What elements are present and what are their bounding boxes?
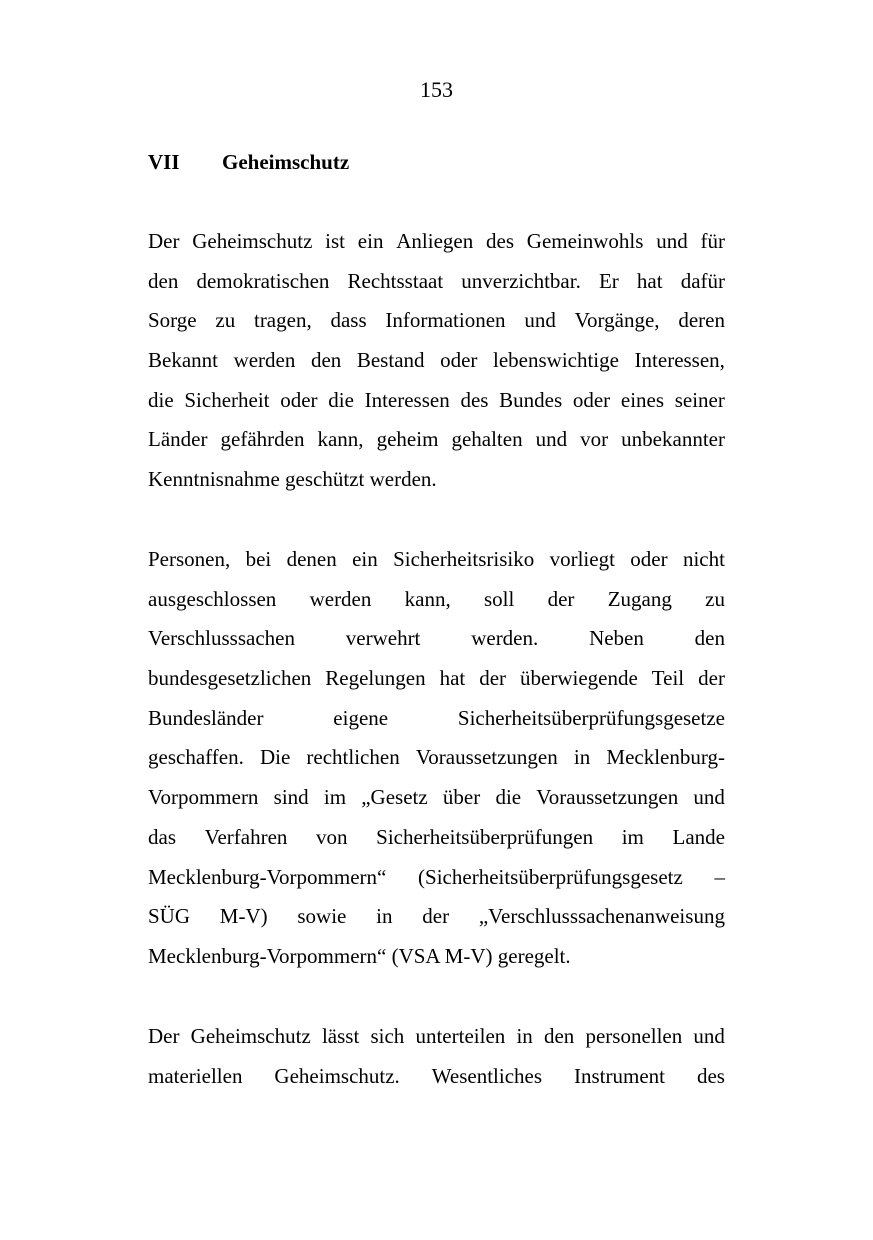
paragraph-line	[148, 699, 725, 739]
word: ausgeschlossen	[148, 586, 277, 611]
paragraph-line	[148, 1057, 725, 1097]
paragraph-line	[148, 1017, 725, 1057]
word: Interessen,	[634, 348, 725, 373]
word: nicht	[682, 547, 725, 571]
word: der	[547, 586, 575, 611]
word: deren	[678, 308, 725, 333]
word: des	[486, 229, 514, 253]
word: ein	[352, 547, 378, 571]
paragraph-line	[148, 897, 725, 937]
word: unterteilen	[415, 1024, 506, 1048]
word: Verschlusssachen	[148, 626, 295, 651]
word: vor	[580, 427, 609, 452]
word: den	[543, 1024, 575, 1048]
word: Der	[148, 229, 180, 253]
word: sich	[370, 1024, 405, 1048]
paragraph-line	[148, 540, 725, 580]
word: Die	[259, 745, 291, 770]
word: tragen,	[253, 308, 312, 333]
paragraph-line	[148, 580, 725, 620]
section-number: VII	[148, 150, 180, 174]
word: seiner	[674, 387, 725, 412]
word: der	[422, 904, 450, 929]
paragraph-line	[148, 818, 725, 858]
word: den	[310, 348, 342, 373]
paragraph-line	[148, 778, 725, 818]
word: lässt	[321, 1024, 360, 1048]
paragraph-2	[148, 540, 725, 977]
word: zu	[705, 586, 725, 611]
word: M-V)	[219, 904, 268, 929]
word: oder	[440, 348, 478, 373]
word: hat	[439, 666, 466, 691]
word: werden	[309, 586, 372, 611]
paragraph-line	[148, 738, 725, 778]
word: und	[693, 1024, 725, 1048]
word: unbekannter	[621, 427, 725, 452]
word: Anliegen	[396, 229, 474, 253]
word: –	[714, 864, 725, 889]
word: Gemeinwohls	[526, 229, 644, 253]
word: Geheimschutz	[192, 229, 313, 253]
word: Interessen	[364, 387, 450, 412]
word: sowie	[297, 904, 347, 929]
paragraph-line	[148, 659, 725, 699]
paragraph-3	[148, 1017, 725, 1096]
word: materiellen	[148, 1063, 243, 1088]
word: Rechtsstaat	[347, 268, 444, 293]
word: Instrument	[574, 1063, 665, 1088]
word: Informationen	[385, 308, 506, 333]
word: personellen	[585, 1024, 683, 1048]
word: geschaffen.	[148, 745, 244, 770]
word: lebenswichtige	[493, 348, 619, 373]
word: und	[693, 785, 725, 810]
word: Regelungen	[325, 666, 426, 691]
word: eines	[620, 387, 665, 412]
word: Lande	[672, 824, 725, 849]
word: (Sicherheitsüberprüfungsgesetz	[418, 864, 683, 889]
section-title: Geheimschutz	[222, 150, 350, 174]
word: für	[700, 229, 725, 253]
word: die	[495, 785, 522, 810]
page-number: 153	[420, 77, 453, 102]
word: kann,	[317, 427, 364, 452]
word: die	[328, 387, 354, 412]
paragraph-line: Mecklenburg-Vorpommern“ (VSA M-V) geregelt.	[148, 943, 571, 968]
word: in	[376, 904, 393, 929]
word: im	[323, 785, 347, 810]
paragraph-line	[148, 619, 725, 659]
word: Bekannt	[148, 348, 218, 373]
word: denen	[286, 547, 337, 571]
word: Voraussetzungen	[536, 785, 679, 810]
word: unverzichtbar.	[461, 268, 581, 293]
word: Bestand	[356, 348, 425, 373]
word: Sicherheit	[184, 387, 270, 412]
paragraph-line	[148, 341, 725, 381]
word: oder	[280, 387, 318, 412]
paragraph-line	[148, 222, 725, 262]
word: ist	[325, 229, 346, 253]
word: werden.	[471, 626, 539, 651]
word: Bundes	[499, 387, 563, 412]
word: der	[479, 666, 507, 691]
word: Vorpommern	[148, 785, 259, 810]
word: dafür	[680, 268, 725, 293]
word: das	[148, 824, 176, 849]
word: des	[696, 1063, 725, 1088]
word: über	[442, 785, 481, 810]
word: Zugang	[607, 586, 672, 611]
paragraph-line	[148, 858, 725, 898]
word: „Verschlusssachenanweisung	[478, 904, 725, 929]
paragraph-line	[148, 420, 725, 460]
word: Geheimschutz	[190, 1024, 311, 1048]
word: geheim	[376, 427, 439, 452]
word: ein	[357, 229, 384, 253]
word: die	[148, 387, 174, 412]
word: den	[694, 626, 725, 651]
word: Sorge	[148, 308, 197, 333]
word: Mecklenburg-Vorpommern“	[148, 864, 387, 889]
word: in	[516, 1024, 533, 1048]
word: Teil	[651, 666, 685, 691]
word: im	[621, 824, 644, 849]
word: verwehrt	[345, 626, 421, 651]
word: Er	[598, 268, 619, 293]
word: oder	[572, 387, 611, 412]
word: Mecklenburg-	[606, 745, 725, 770]
word: Personen,	[148, 547, 231, 571]
word: sind	[273, 785, 309, 810]
word: von	[316, 824, 348, 849]
word: den	[148, 268, 179, 293]
word: Verfahren	[204, 824, 288, 849]
word: oder	[630, 547, 668, 571]
word: bei	[245, 547, 272, 571]
word: „Gesetz	[361, 785, 428, 810]
word: kann,	[404, 586, 451, 611]
word: bundesgesetzlichen	[148, 666, 312, 691]
word: des	[460, 387, 489, 412]
word: Der	[148, 1024, 180, 1048]
word: werden	[233, 348, 296, 373]
word: rechtlichen	[306, 745, 400, 770]
word: vorliegt	[549, 547, 615, 571]
word: hat	[636, 268, 663, 293]
word: gehalten	[451, 427, 523, 452]
word: demokratischen	[196, 268, 330, 293]
paragraph-1	[148, 222, 725, 500]
word: soll	[484, 586, 515, 611]
word: und	[535, 427, 568, 452]
word: Geheimschutz.	[274, 1063, 400, 1088]
paragraph-line	[148, 301, 725, 341]
word: überwiegende	[520, 666, 638, 691]
word: und	[656, 229, 688, 253]
word: Vorgänge,	[574, 308, 660, 333]
paragraph-line	[148, 381, 725, 421]
word: Sicherheitsrisiko	[393, 547, 535, 571]
word: zu	[215, 308, 236, 333]
word: der	[698, 666, 725, 691]
word: gefährden	[220, 427, 305, 452]
word: in	[573, 745, 591, 770]
word: Wesentliches	[431, 1063, 543, 1088]
paragraph-line: Kenntnisnahme geschützt werden.	[148, 467, 437, 492]
word: dass	[330, 308, 367, 333]
word: SÜG	[148, 904, 191, 929]
paragraph-line	[148, 262, 725, 302]
word: Länder	[148, 427, 208, 452]
word: Bundesländer	[148, 705, 264, 730]
word: Sicherheitsüberprüfungen	[376, 824, 594, 849]
section-heading	[148, 148, 349, 176]
word: Voraussetzungen	[415, 745, 558, 770]
word: eigene	[333, 705, 389, 730]
word: Sicherheitsüberprüfungsgesetze	[457, 705, 725, 730]
word: Neben	[589, 626, 644, 651]
word: und	[524, 308, 556, 333]
